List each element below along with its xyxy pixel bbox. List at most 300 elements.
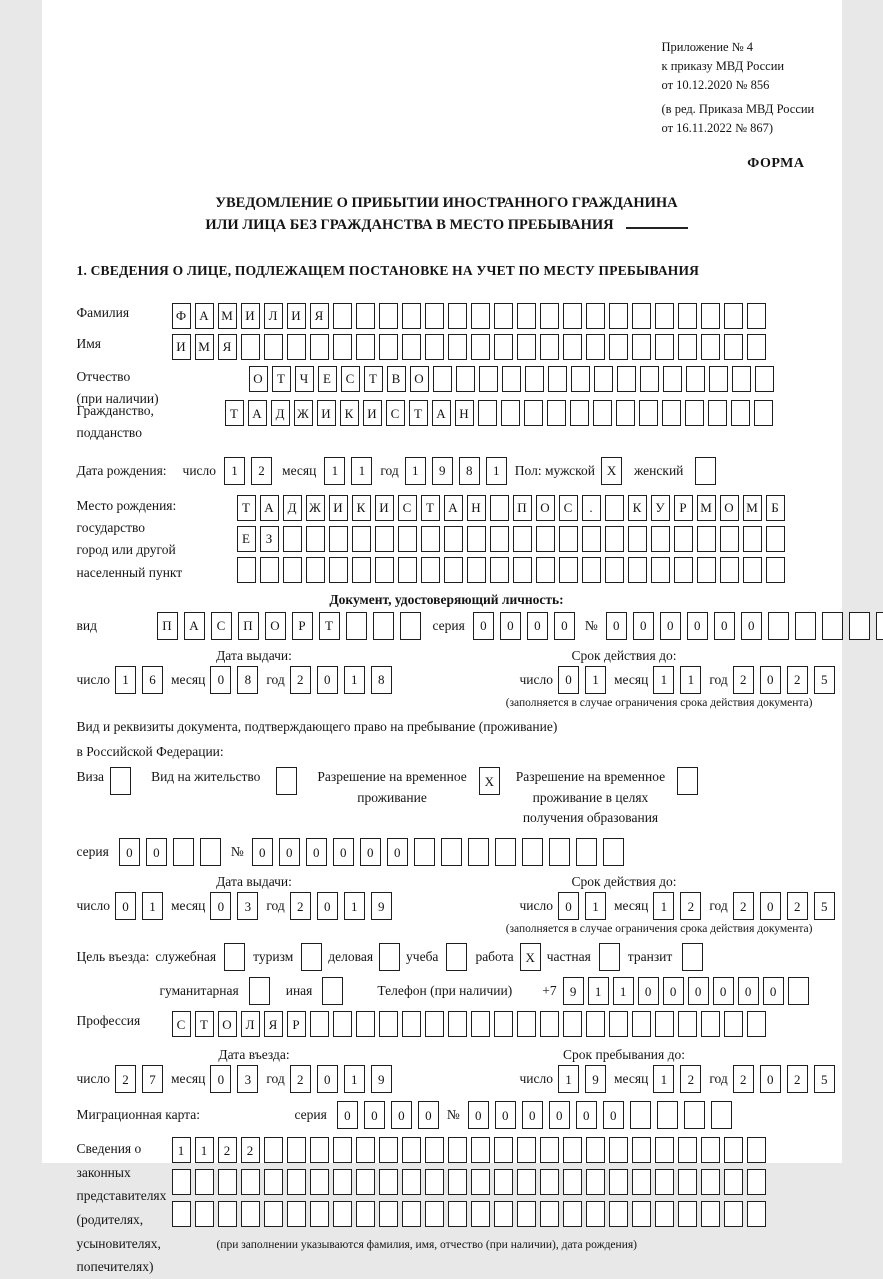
representative-box[interactable]: [701, 1201, 720, 1227]
citizenship-box[interactable]: Д: [271, 400, 290, 426]
doc-kind-box[interactable]: С: [211, 612, 232, 640]
representative-box[interactable]: [287, 1201, 306, 1227]
patronymic-box[interactable]: [525, 366, 544, 392]
representative-box[interactable]: [195, 1201, 214, 1227]
stay-day-box[interactable]: 1: [558, 1065, 579, 1093]
checkbox-residence-permit[interactable]: [276, 767, 297, 795]
surname-box[interactable]: [333, 303, 352, 329]
representative-box[interactable]: [425, 1169, 444, 1195]
representative-box[interactable]: [655, 1201, 674, 1227]
surname-box[interactable]: [517, 303, 536, 329]
res-issue-year-box[interactable]: 0: [317, 892, 338, 920]
birthplace-box[interactable]: [536, 526, 555, 552]
res-valid-year-box[interactable]: 2: [787, 892, 808, 920]
representative-box[interactable]: [563, 1169, 582, 1195]
profession-box[interactable]: [333, 1011, 352, 1037]
res-issue-month-box[interactable]: 3: [237, 892, 258, 920]
birthplace-box[interactable]: [283, 557, 302, 583]
representative-box[interactable]: [724, 1169, 743, 1195]
doc-number-box[interactable]: [849, 612, 870, 640]
representative-box[interactable]: [609, 1201, 628, 1227]
firstname-box[interactable]: [540, 334, 559, 360]
profession-box[interactable]: [448, 1011, 467, 1037]
birthplace-box[interactable]: М: [697, 495, 716, 521]
firstname-box[interactable]: [609, 334, 628, 360]
representative-box[interactable]: [632, 1137, 651, 1163]
representative-box[interactable]: [540, 1137, 559, 1163]
representative-box[interactable]: [609, 1169, 628, 1195]
profession-box[interactable]: [356, 1011, 375, 1037]
representative-box[interactable]: [333, 1169, 352, 1195]
birthplace-box[interactable]: И: [329, 495, 348, 521]
profession-box[interactable]: [494, 1011, 513, 1037]
surname-box[interactable]: [379, 303, 398, 329]
surname-box[interactable]: [632, 303, 651, 329]
firstname-box[interactable]: [563, 334, 582, 360]
representative-box[interactable]: [379, 1169, 398, 1195]
birthplace-box[interactable]: И: [375, 495, 394, 521]
patronymic-box[interactable]: [686, 366, 705, 392]
doc-kind-box[interactable]: Р: [292, 612, 313, 640]
representative-box[interactable]: [494, 1137, 513, 1163]
birthplace-box[interactable]: [398, 557, 417, 583]
patronymic-box[interactable]: [456, 366, 475, 392]
representative-box[interactable]: [172, 1201, 191, 1227]
birthplace-box[interactable]: Т: [421, 495, 440, 521]
birthplace-box[interactable]: К: [352, 495, 371, 521]
birthplace-box[interactable]: Д: [283, 495, 302, 521]
representative-box[interactable]: [402, 1169, 421, 1195]
representative-box[interactable]: [517, 1201, 536, 1227]
profession-box[interactable]: [471, 1011, 490, 1037]
firstname-box[interactable]: [402, 334, 421, 360]
citizenship-box[interactable]: [593, 400, 612, 426]
issue-day-box[interactable]: 1: [115, 666, 136, 694]
citizenship-box[interactable]: [754, 400, 773, 426]
representative-box[interactable]: [586, 1201, 605, 1227]
mig-number-box[interactable]: [711, 1101, 732, 1129]
phone-digit-box[interactable]: 0: [763, 977, 784, 1005]
mig-number-box[interactable]: 0: [495, 1101, 516, 1129]
surname-box[interactable]: [540, 303, 559, 329]
doc-number-box[interactable]: 0: [687, 612, 708, 640]
stay-year-box[interactable]: 2: [733, 1065, 754, 1093]
citizenship-box[interactable]: [708, 400, 727, 426]
patronymic-box[interactable]: [663, 366, 682, 392]
mig-number-box[interactable]: 0: [522, 1101, 543, 1129]
birthplace-box[interactable]: [329, 526, 348, 552]
birthplace-box[interactable]: [421, 557, 440, 583]
birthplace-box[interactable]: П: [513, 495, 532, 521]
birthplace-box[interactable]: [743, 526, 762, 552]
birthplace-box[interactable]: [490, 526, 509, 552]
stay-year-box[interactable]: 5: [814, 1065, 835, 1093]
issue-year-box[interactable]: 2: [290, 666, 311, 694]
birthplace-box[interactable]: [513, 557, 532, 583]
citizenship-box[interactable]: [547, 400, 566, 426]
representative-box[interactable]: [632, 1201, 651, 1227]
profession-box[interactable]: Я: [264, 1011, 283, 1037]
patronymic-box[interactable]: С: [341, 366, 360, 392]
valid-year-box[interactable]: 5: [814, 666, 835, 694]
res-number-box[interactable]: 0: [252, 838, 273, 866]
surname-box[interactable]: И: [287, 303, 306, 329]
patronymic-box[interactable]: [732, 366, 751, 392]
firstname-box[interactable]: [287, 334, 306, 360]
surname-box[interactable]: [402, 303, 421, 329]
representative-box[interactable]: [264, 1169, 283, 1195]
representative-box[interactable]: [678, 1137, 697, 1163]
representative-box[interactable]: [701, 1137, 720, 1163]
birth-year-box[interactable]: 1: [405, 457, 426, 485]
surname-box[interactable]: А: [195, 303, 214, 329]
representative-box[interactable]: [310, 1137, 329, 1163]
birthplace-box[interactable]: Р: [674, 495, 693, 521]
representative-box[interactable]: [494, 1201, 513, 1227]
citizenship-box[interactable]: Ж: [294, 400, 313, 426]
citizenship-box[interactable]: А: [432, 400, 451, 426]
birthplace-box[interactable]: [283, 526, 302, 552]
firstname-box[interactable]: [425, 334, 444, 360]
issue-year-box[interactable]: 0: [317, 666, 338, 694]
firstname-box[interactable]: [264, 334, 283, 360]
firstname-box[interactable]: [701, 334, 720, 360]
profession-box[interactable]: [701, 1011, 720, 1037]
representative-box[interactable]: [264, 1137, 283, 1163]
birthplace-box[interactable]: [398, 526, 417, 552]
patronymic-box[interactable]: [479, 366, 498, 392]
doc-number-box[interactable]: [876, 612, 883, 640]
representative-box[interactable]: [540, 1169, 559, 1195]
birthplace-box[interactable]: [559, 526, 578, 552]
birthplace-box[interactable]: [720, 557, 739, 583]
representative-box[interactable]: [402, 1137, 421, 1163]
surname-box[interactable]: [655, 303, 674, 329]
representative-box[interactable]: [448, 1201, 467, 1227]
representative-box[interactable]: [471, 1169, 490, 1195]
representative-box[interactable]: [379, 1137, 398, 1163]
entry-year-box[interactable]: 1: [344, 1065, 365, 1093]
citizenship-box[interactable]: А: [248, 400, 267, 426]
birthplace-box[interactable]: [674, 526, 693, 552]
representative-box[interactable]: [517, 1137, 536, 1163]
representative-box[interactable]: [402, 1201, 421, 1227]
birthplace-box[interactable]: [651, 557, 670, 583]
firstname-box[interactable]: [517, 334, 536, 360]
phone-digit-box[interactable]: 0: [663, 977, 684, 1005]
representative-box[interactable]: [356, 1169, 375, 1195]
surname-box[interactable]: [586, 303, 605, 329]
birthplace-box[interactable]: [628, 557, 647, 583]
representative-box[interactable]: [379, 1201, 398, 1227]
firstname-box[interactable]: [379, 334, 398, 360]
surname-box[interactable]: [448, 303, 467, 329]
res-issue-year-box[interactable]: 9: [371, 892, 392, 920]
stay-year-box[interactable]: 2: [787, 1065, 808, 1093]
checkbox-business[interactable]: [379, 943, 400, 971]
birthplace-box[interactable]: А: [444, 495, 463, 521]
representative-box[interactable]: [264, 1201, 283, 1227]
doc-kind-box[interactable]: О: [265, 612, 286, 640]
checkbox-private[interactable]: [599, 943, 620, 971]
birthplace-box[interactable]: З: [260, 526, 279, 552]
citizenship-box[interactable]: [731, 400, 750, 426]
representative-box[interactable]: [471, 1201, 490, 1227]
mig-series-box[interactable]: 0: [364, 1101, 385, 1129]
mig-series-box[interactable]: 0: [391, 1101, 412, 1129]
res-issue-year-box[interactable]: 2: [290, 892, 311, 920]
surname-box[interactable]: М: [218, 303, 237, 329]
surname-box[interactable]: [356, 303, 375, 329]
firstname-box[interactable]: [747, 334, 766, 360]
representative-box[interactable]: [586, 1169, 605, 1195]
profession-box[interactable]: [425, 1011, 444, 1037]
firstname-box[interactable]: [241, 334, 260, 360]
birthplace-box[interactable]: [697, 557, 716, 583]
birthplace-box[interactable]: [720, 526, 739, 552]
birthplace-box[interactable]: [605, 526, 624, 552]
profession-box[interactable]: [310, 1011, 329, 1037]
surname-box[interactable]: [563, 303, 582, 329]
birthplace-box[interactable]: [352, 557, 371, 583]
birthplace-box[interactable]: [306, 526, 325, 552]
surname-box[interactable]: [494, 303, 513, 329]
doc-kind-box[interactable]: [346, 612, 367, 640]
birthplace-box[interactable]: О: [536, 495, 555, 521]
phone-digit-box[interactable]: 1: [613, 977, 634, 1005]
doc-series-box[interactable]: 0: [527, 612, 548, 640]
res-issue-year-box[interactable]: 1: [344, 892, 365, 920]
birthplace-box[interactable]: [352, 526, 371, 552]
phone-digit-box[interactable]: 0: [738, 977, 759, 1005]
birthplace-box[interactable]: [421, 526, 440, 552]
doc-kind-box[interactable]: П: [157, 612, 178, 640]
representative-box[interactable]: [333, 1137, 352, 1163]
representative-box[interactable]: [655, 1137, 674, 1163]
valid-day-box[interactable]: 1: [585, 666, 606, 694]
patronymic-box[interactable]: [433, 366, 452, 392]
representative-box[interactable]: 2: [241, 1137, 260, 1163]
patronymic-box[interactable]: [617, 366, 636, 392]
res-number-box[interactable]: 0: [306, 838, 327, 866]
doc-series-box[interactable]: 0: [500, 612, 521, 640]
res-issue-day-box[interactable]: 1: [142, 892, 163, 920]
birthplace-box[interactable]: .: [582, 495, 601, 521]
firstname-box[interactable]: [310, 334, 329, 360]
mig-number-box[interactable]: 0: [468, 1101, 489, 1129]
patronymic-box[interactable]: Е: [318, 366, 337, 392]
representative-box[interactable]: [678, 1169, 697, 1195]
birth-day-box[interactable]: 2: [251, 457, 272, 485]
firstname-box[interactable]: [448, 334, 467, 360]
representative-box[interactable]: [655, 1169, 674, 1195]
representative-box[interactable]: [747, 1201, 766, 1227]
firstname-box[interactable]: [655, 334, 674, 360]
res-number-box[interactable]: 0: [279, 838, 300, 866]
profession-box[interactable]: С: [172, 1011, 191, 1037]
surname-box[interactable]: [747, 303, 766, 329]
checkbox-female[interactable]: [695, 457, 716, 485]
mig-number-box[interactable]: 0: [576, 1101, 597, 1129]
phone-digit-box[interactable]: 9: [563, 977, 584, 1005]
doc-number-box[interactable]: 0: [633, 612, 654, 640]
firstname-box[interactable]: [632, 334, 651, 360]
representative-box[interactable]: [678, 1201, 697, 1227]
surname-box[interactable]: [701, 303, 720, 329]
valid-day-box[interactable]: 0: [558, 666, 579, 694]
representative-box[interactable]: [724, 1201, 743, 1227]
phone-digit-box[interactable]: 0: [713, 977, 734, 1005]
issue-year-box[interactable]: 1: [344, 666, 365, 694]
res-valid-month-box[interactable]: 2: [680, 892, 701, 920]
patronymic-box[interactable]: [571, 366, 590, 392]
surname-box[interactable]: [471, 303, 490, 329]
profession-box[interactable]: Л: [241, 1011, 260, 1037]
doc-number-box[interactable]: 0: [606, 612, 627, 640]
birthplace-box[interactable]: [628, 526, 647, 552]
representative-box[interactable]: [333, 1201, 352, 1227]
valid-year-box[interactable]: 2: [787, 666, 808, 694]
res-valid-day-box[interactable]: 1: [585, 892, 606, 920]
mig-number-box[interactable]: [684, 1101, 705, 1129]
stay-month-box[interactable]: 1: [653, 1065, 674, 1093]
entry-year-box[interactable]: 0: [317, 1065, 338, 1093]
valid-year-box[interactable]: 2: [733, 666, 754, 694]
birth-year-box[interactable]: 9: [432, 457, 453, 485]
birthplace-box[interactable]: [651, 526, 670, 552]
representative-box[interactable]: [517, 1169, 536, 1195]
res-issue-month-box[interactable]: 0: [210, 892, 231, 920]
doc-number-box[interactable]: [795, 612, 816, 640]
birthplace-box[interactable]: [467, 557, 486, 583]
patronymic-box[interactable]: О: [249, 366, 268, 392]
representative-box[interactable]: 1: [195, 1137, 214, 1163]
entry-day-box[interactable]: 2: [115, 1065, 136, 1093]
patronymic-box[interactable]: В: [387, 366, 406, 392]
surname-box[interactable]: Ф: [172, 303, 191, 329]
profession-box[interactable]: О: [218, 1011, 237, 1037]
mig-number-box[interactable]: [630, 1101, 651, 1129]
profession-box[interactable]: [379, 1011, 398, 1037]
birthplace-box[interactable]: [329, 557, 348, 583]
profession-box[interactable]: [609, 1011, 628, 1037]
res-number-box[interactable]: 0: [333, 838, 354, 866]
birthplace-box[interactable]: [306, 557, 325, 583]
birthplace-box[interactable]: [490, 495, 509, 521]
patronymic-box[interactable]: [755, 366, 774, 392]
representative-box[interactable]: [356, 1137, 375, 1163]
firstname-box[interactable]: [678, 334, 697, 360]
citizenship-box[interactable]: [524, 400, 543, 426]
res-number-box[interactable]: [468, 838, 489, 866]
checkbox-temp-residence-education[interactable]: [677, 767, 698, 795]
valid-month-box[interactable]: 1: [680, 666, 701, 694]
citizenship-box[interactable]: К: [340, 400, 359, 426]
citizenship-box[interactable]: С: [386, 400, 405, 426]
doc-series-box[interactable]: 0: [473, 612, 494, 640]
birthplace-box[interactable]: [605, 557, 624, 583]
doc-number-box[interactable]: [822, 612, 843, 640]
birthplace-box[interactable]: [444, 557, 463, 583]
representative-box[interactable]: [448, 1169, 467, 1195]
birthplace-box[interactable]: [513, 526, 532, 552]
checkbox-official[interactable]: [224, 943, 245, 971]
representative-box[interactable]: [218, 1169, 237, 1195]
birthplace-box[interactable]: [582, 526, 601, 552]
patronymic-box[interactable]: О: [410, 366, 429, 392]
profession-box[interactable]: [540, 1011, 559, 1037]
res-valid-month-box[interactable]: 1: [653, 892, 674, 920]
entry-day-box[interactable]: 7: [142, 1065, 163, 1093]
birth-day-box[interactable]: 1: [224, 457, 245, 485]
patronymic-box[interactable]: Т: [364, 366, 383, 392]
birthplace-box[interactable]: А: [260, 495, 279, 521]
doc-kind-box[interactable]: Т: [319, 612, 340, 640]
firstname-box[interactable]: Я: [218, 334, 237, 360]
firstname-box[interactable]: [356, 334, 375, 360]
stay-day-box[interactable]: 9: [585, 1065, 606, 1093]
phone-digit-box[interactable]: 1: [588, 977, 609, 1005]
res-valid-year-box[interactable]: 5: [814, 892, 835, 920]
profession-box[interactable]: [517, 1011, 536, 1037]
citizenship-box[interactable]: [570, 400, 589, 426]
res-number-box[interactable]: [522, 838, 543, 866]
entry-year-box[interactable]: 2: [290, 1065, 311, 1093]
birth-year-box[interactable]: 8: [459, 457, 480, 485]
profession-box[interactable]: [632, 1011, 651, 1037]
res-number-box[interactable]: [414, 838, 435, 866]
representative-box[interactable]: [724, 1137, 743, 1163]
profession-box[interactable]: Р: [287, 1011, 306, 1037]
doc-kind-box[interactable]: [400, 612, 421, 640]
representative-box[interactable]: [287, 1169, 306, 1195]
firstname-box[interactable]: М: [195, 334, 214, 360]
res-series-box[interactable]: [173, 838, 194, 866]
doc-number-box[interactable]: 0: [714, 612, 735, 640]
doc-number-box[interactable]: 0: [741, 612, 762, 640]
res-valid-year-box[interactable]: 2: [733, 892, 754, 920]
representative-box[interactable]: [586, 1137, 605, 1163]
birthplace-box[interactable]: С: [398, 495, 417, 521]
citizenship-box[interactable]: [501, 400, 520, 426]
checkbox-tourism[interactable]: [301, 943, 322, 971]
profession-box[interactable]: [747, 1011, 766, 1037]
birthplace-box[interactable]: Н: [467, 495, 486, 521]
birthplace-box[interactable]: [674, 557, 693, 583]
issue-year-box[interactable]: 8: [371, 666, 392, 694]
res-series-box[interactable]: [200, 838, 221, 866]
birthplace-box[interactable]: [375, 526, 394, 552]
profession-box[interactable]: [655, 1011, 674, 1037]
res-valid-year-box[interactable]: 0: [760, 892, 781, 920]
birthplace-box[interactable]: Б: [766, 495, 785, 521]
citizenship-box[interactable]: И: [363, 400, 382, 426]
birthplace-box[interactable]: [536, 557, 555, 583]
birthplace-box[interactable]: О: [720, 495, 739, 521]
surname-box[interactable]: Я: [310, 303, 329, 329]
phone-digit-box[interactable]: [788, 977, 809, 1005]
doc-number-box[interactable]: 0: [660, 612, 681, 640]
birthplace-box[interactable]: [375, 557, 394, 583]
profession-box[interactable]: [724, 1011, 743, 1037]
birthplace-box[interactable]: У: [651, 495, 670, 521]
valid-month-box[interactable]: 1: [653, 666, 674, 694]
entry-month-box[interactable]: 3: [237, 1065, 258, 1093]
stay-year-box[interactable]: 0: [760, 1065, 781, 1093]
patronymic-box[interactable]: [548, 366, 567, 392]
patronymic-box[interactable]: [594, 366, 613, 392]
citizenship-box[interactable]: Т: [409, 400, 428, 426]
